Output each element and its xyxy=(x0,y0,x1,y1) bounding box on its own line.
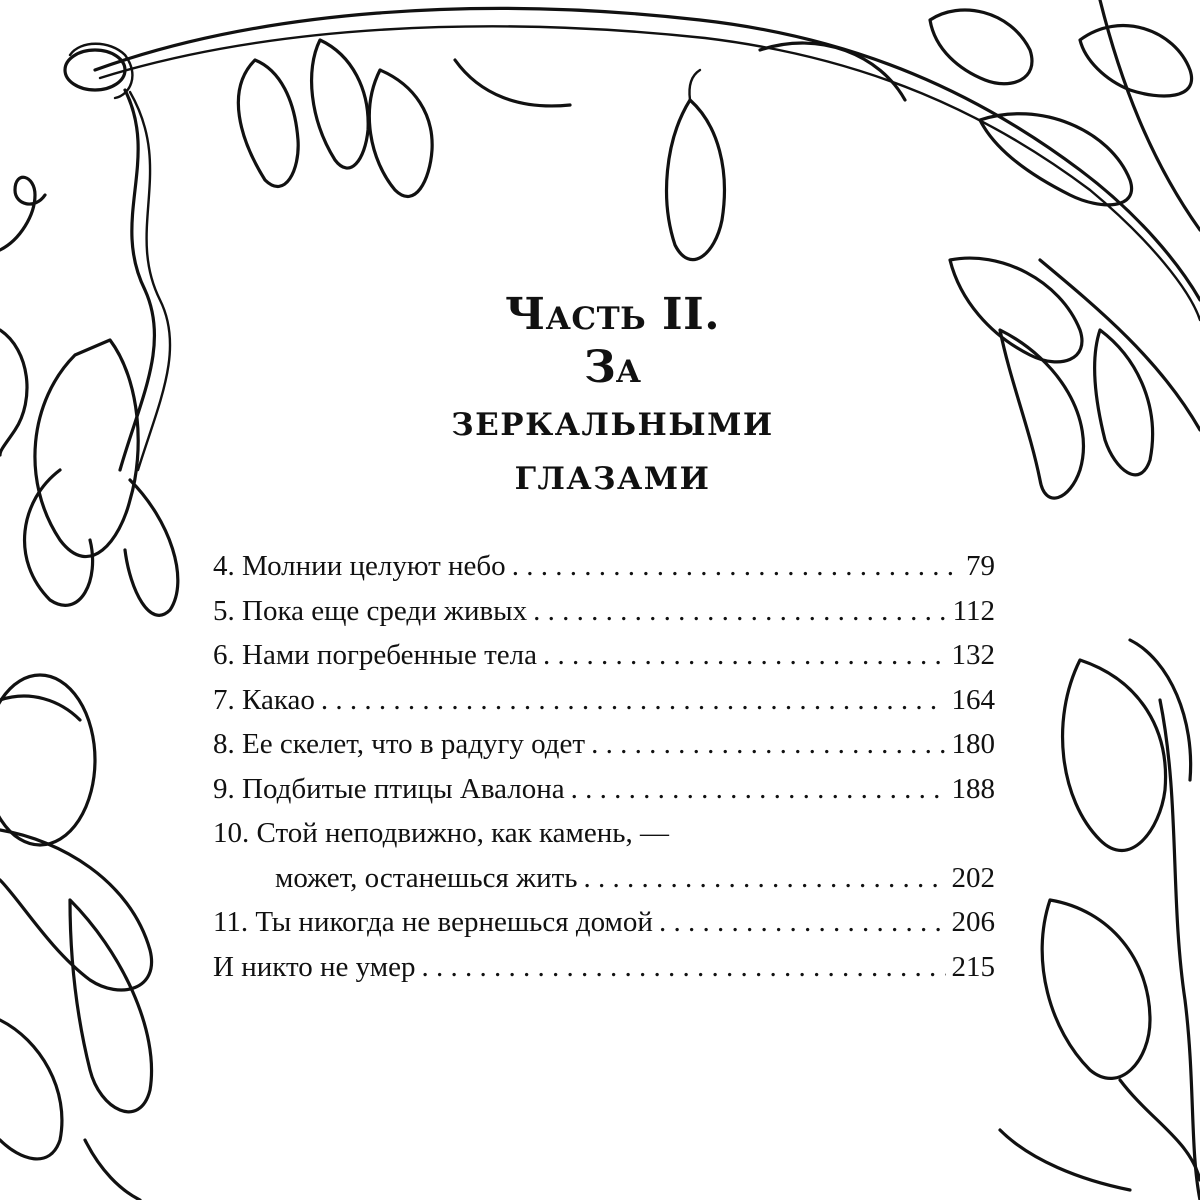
top-pod-left-2 xyxy=(312,40,369,168)
toc-title: И никто не умер xyxy=(213,950,416,983)
bottom-right-leaf xyxy=(1000,1130,1130,1190)
dot-leader xyxy=(659,900,946,945)
bottom-left-leaf xyxy=(85,1140,140,1200)
toc-title: 5. Пока еще среди живых xyxy=(213,594,528,627)
toc-title: 7. Какао xyxy=(213,683,315,716)
toc-page: 132 xyxy=(951,639,995,671)
dot-leader xyxy=(512,544,960,589)
toc-entry[interactable] xyxy=(213,767,995,812)
part-heading xyxy=(0,290,1200,504)
toc-title: 6. Нами погребенные тела xyxy=(213,639,537,671)
toc-title: 11. Ты никогда не вернешься домой xyxy=(213,906,653,938)
left-low-stem xyxy=(0,696,80,720)
dot-leader xyxy=(571,767,946,812)
dot-leader xyxy=(533,589,946,634)
toc-entry[interactable] xyxy=(213,900,995,945)
top-leaf-mid xyxy=(369,70,432,196)
part-title-line-1: За xyxy=(584,342,641,393)
toc-page: 79 xyxy=(966,550,995,582)
top-pod-center xyxy=(667,100,725,260)
left-low-flower-3 xyxy=(0,1020,62,1159)
part-title-line-2: ЗЕРКАЛЬНЫМИ xyxy=(451,407,774,443)
dot-leader xyxy=(321,678,946,723)
toc-entry[interactable] xyxy=(213,589,995,634)
toc-title: 9. Подбитые птицы Авалона xyxy=(213,772,565,805)
toc-entry[interactable] xyxy=(213,678,995,723)
top-pod-left xyxy=(238,60,298,186)
toc-entry-continuation[interactable] xyxy=(213,856,995,901)
toc-title: 8. Ее скелет, что в радугу одет xyxy=(213,728,586,760)
dot-leader xyxy=(584,856,946,901)
toc-title: 10. Стой неподвижно, как камень, — xyxy=(213,817,669,849)
dot-leader xyxy=(421,945,945,990)
dot-leader xyxy=(543,633,946,678)
top-leaf-mid2 xyxy=(455,60,570,106)
toc-title-continuation: может, останешься жить xyxy=(275,861,578,894)
toc-page: 215 xyxy=(951,950,995,983)
toc-entry[interactable] xyxy=(213,544,995,589)
left-tendril xyxy=(0,177,45,250)
toc-title: 4. Молнии целуют небо xyxy=(213,550,506,582)
left-low-flower-2 xyxy=(70,900,152,1112)
table-of-contents xyxy=(213,544,995,989)
toc-entry[interactable] xyxy=(213,945,995,990)
toc-page: 180 xyxy=(951,728,995,760)
toc-entry[interactable] xyxy=(213,722,995,767)
toc-page: 188 xyxy=(951,772,995,805)
right-low-flower-3 xyxy=(1042,900,1150,1078)
toc-page: 202 xyxy=(951,861,995,894)
toc-page: 164 xyxy=(951,683,995,716)
dot-leader xyxy=(591,722,945,767)
right-low-leaf xyxy=(1120,1080,1200,1180)
toc-page: 206 xyxy=(951,906,995,938)
top-pod-stem xyxy=(689,70,700,100)
toc-entry[interactable] xyxy=(213,633,995,678)
tr-leaf-1 xyxy=(930,10,1032,84)
vine-top xyxy=(95,8,1200,300)
part-title-line-3: ГЛАЗАМИ xyxy=(514,461,711,497)
toc-entry-multiline[interactable] xyxy=(213,811,995,856)
right-low-flower-1 xyxy=(1063,660,1166,850)
tr-leaf-3 xyxy=(1080,26,1192,96)
tr-stem xyxy=(1100,0,1200,230)
toc-page: 112 xyxy=(952,594,995,627)
part-number: Часть II. xyxy=(504,289,721,340)
left-low-flower-1 xyxy=(0,830,152,990)
